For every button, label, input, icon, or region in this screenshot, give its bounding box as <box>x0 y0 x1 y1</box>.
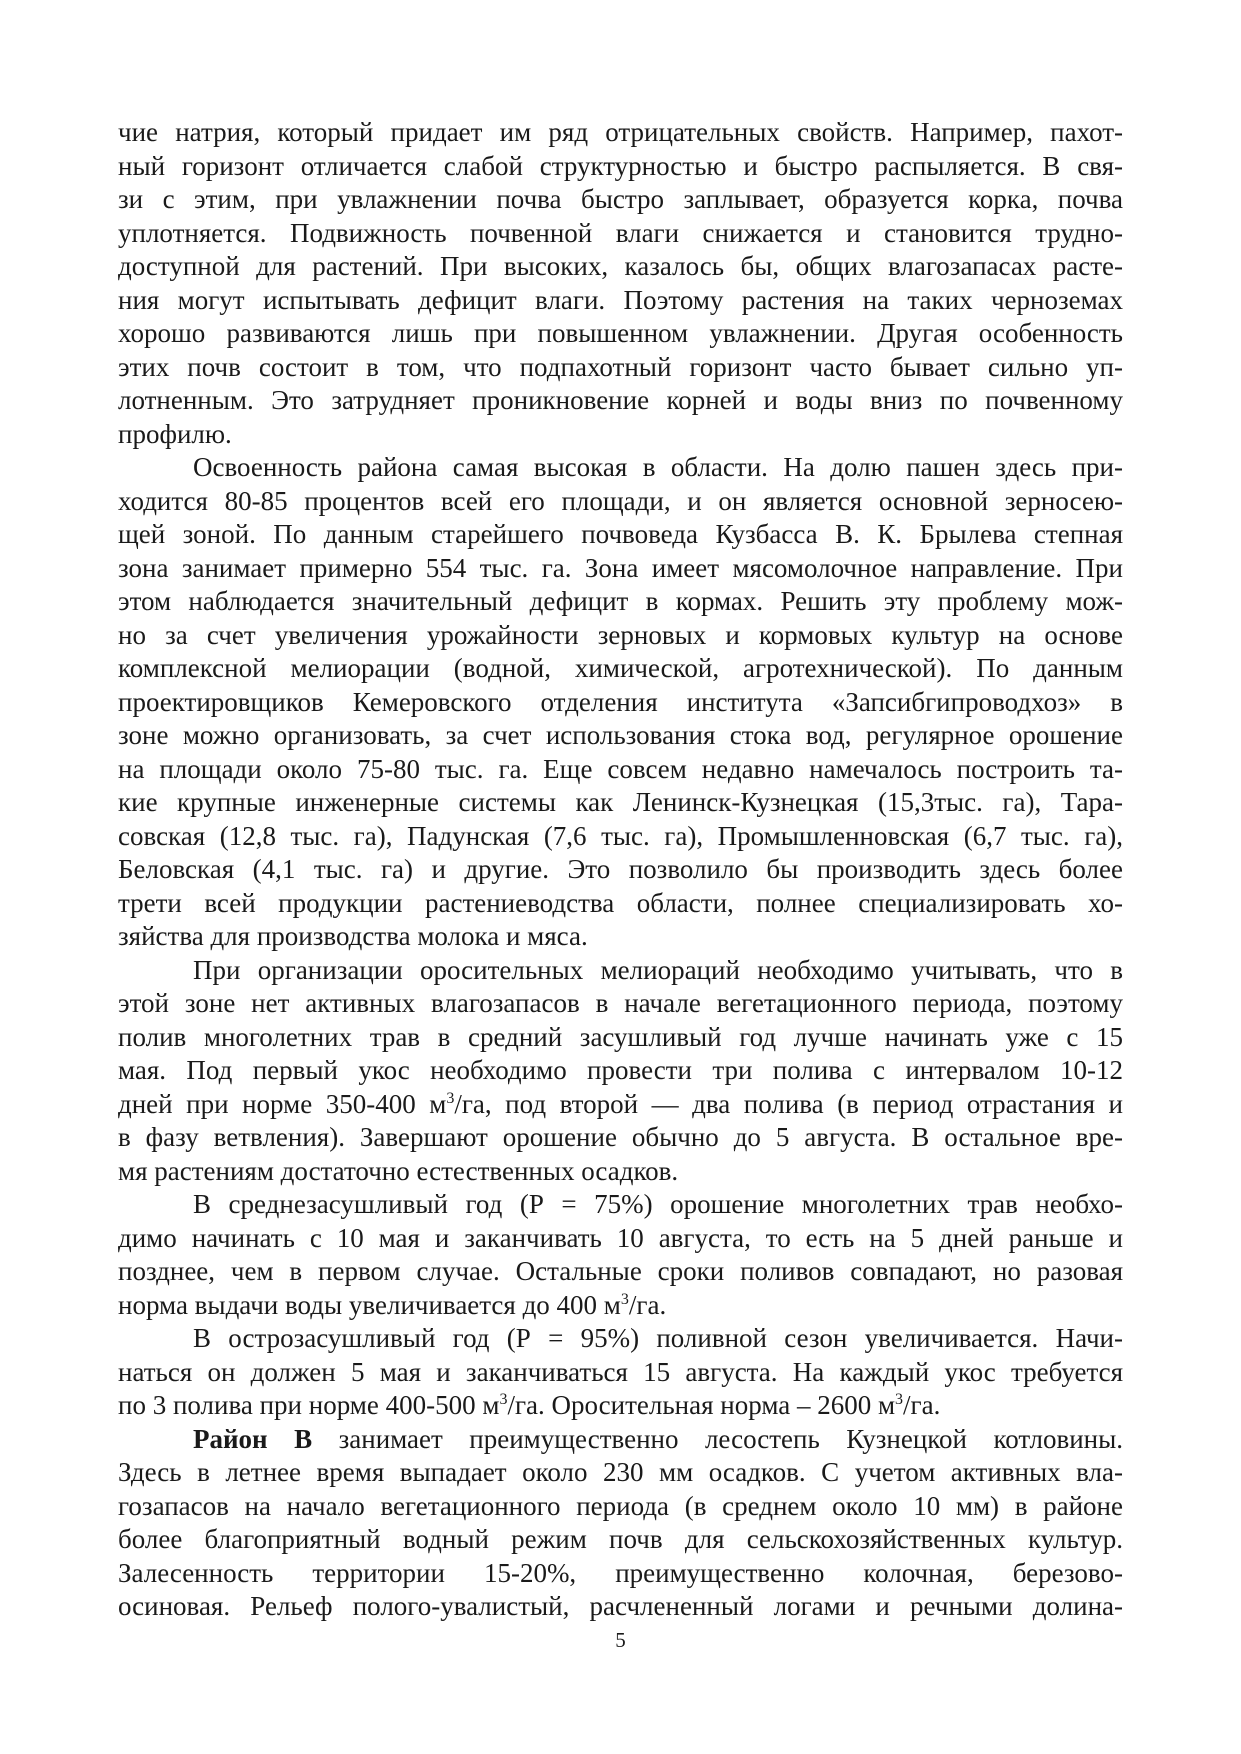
text-line: уплотняется. Подвижность почвенной влаги снижается и становится трудно- <box>118 217 1123 248</box>
paragraph-2 <box>118 451 1123 954</box>
text-line: зона занимает примерно 554 тыс. га. Зона имеет мясомолочное направление. При <box>118 552 1123 583</box>
text-line: гозапасов на начало вегетационного периода (в среднем около 10 мм) в районе <box>118 1490 1123 1521</box>
text-line: В среднезасушливый год (Р = 75%) орошение многолетних трав необхо- <box>193 1189 1123 1219</box>
text-segment: дней при норме 350-400 м <box>118 1088 447 1119</box>
text-line: чие натрия, который придает им ряд отрицательных свойств. Например, пахот- <box>118 117 1123 147</box>
text-segment: /га. Оросительная норма – 2600 м <box>507 1390 896 1420</box>
text-line: хорошо развиваются лишь при повышенном увлажнении. Другая особенность <box>118 318 1123 348</box>
text-segment: /га, под второй — два полива (в период отрастания и <box>454 1088 1123 1119</box>
text-line: Освоенность района самая высокая в области. На долю пашен здесь при- <box>193 452 1123 482</box>
text-line: Беловская (4,1 тыс. га) и другие. Это позволило бы производить здесь более <box>118 854 1123 884</box>
text-line: полив многолетних трав в средний засушливый год лучше начинать уже с 15 <box>118 1021 1123 1052</box>
text-segment: занимает преимущественно лесостепь Кузнецкой котловины. <box>312 1423 1123 1454</box>
text-line: ходится 80-85 процентов всей его площади, и он является основной зерносею- <box>118 485 1123 516</box>
text-line-with-bold-lead <box>118 1423 1123 1457</box>
text-line: на площади около 75-80 тыс. га. Еще совсем недавно намечалось построить та- <box>118 753 1123 784</box>
text-segment: /га. <box>628 1289 667 1320</box>
text-line: кие крупные инженерные системы как Ленинск-Кузнецкая (15,3тыс. га), Тара- <box>118 787 1123 817</box>
text-line: трети всей продукции растениеводства области, полнее специализировать хо- <box>118 887 1123 918</box>
text-segment: норма выдачи воды увеличивается до 400 м <box>118 1289 621 1320</box>
paragraph-5 <box>118 1322 1123 1423</box>
text-line: совская (12,8 тыс. га), Падунская (7,6 тыс. га), Промышленновская (6,7 тыс. га), <box>118 820 1123 851</box>
text-line: позднее, чем в первом случае. Остальные сроки поливов совпадают, но разовая <box>118 1256 1123 1286</box>
text-line: проектировщиков Кемеровского отделения института «Запсибгипроводхоз» в <box>118 686 1123 717</box>
section-heading-inline: Район В <box>193 1423 313 1454</box>
text-line: В острозасушливый год (Р = 95%) поливной сезон увеличивается. Начи- <box>193 1323 1123 1353</box>
superscript: 3 <box>895 1391 904 1408</box>
text-line: ный горизонт отличается слабой структурностью и быстро распыляется. В свя- <box>118 150 1123 181</box>
text-line: наться он должен 5 мая и заканчиваться 15 августа. На каждый укос требуется <box>118 1356 1123 1387</box>
text-line: этой зоне нет активных влагозапасов в начале вегетационного периода, поэтому <box>118 988 1123 1018</box>
text-line: в фазу ветвления). Завершают орошение обычно до 5 августа. В остальное вре- <box>118 1122 1123 1152</box>
superscript: 3 <box>446 1089 455 1107</box>
paragraph-1 <box>118 116 1123 451</box>
text-line: щей зоной. По данным старейшего почвоведа Кузбасса В. К. Брылева степная <box>118 519 1123 549</box>
text-line: При организации оросительных мелиораций необходимо учитывать, что в <box>193 954 1123 985</box>
text-line: этих почв состоит в том, что подпахотный горизонт часто бывает сильно уп- <box>118 351 1123 382</box>
text-line-with-superscript <box>118 1289 1123 1323</box>
text-line: но за счет увеличения урожайности зерновых и кормовых культур на основе <box>118 619 1123 650</box>
text-line: Здесь в летнее время выпадает около 230 мм осадков. С учетом активных вла- <box>118 1457 1123 1487</box>
text-line: Залесенность территории 15-20%, преимущественно колочная, березово- <box>118 1557 1123 1588</box>
text-line: димо начинать с 10 мая и заканчивать 10 августа, то есть на 5 дней раньше и <box>118 1222 1123 1253</box>
text-line: доступной для растений. При высоких, казалось бы, общих влагозапасах расте- <box>118 251 1123 281</box>
text-line: мя растениям достаточно естественных осадков. <box>118 1155 679 1186</box>
text-line: ния могут испытывать дефицит влаги. Поэтому растения на таких черноземах <box>118 284 1123 315</box>
paragraph-4 <box>118 1188 1123 1322</box>
text-segment: /га. <box>903 1390 941 1420</box>
text-line: зяйства для производства молока и мяса. <box>118 921 588 951</box>
text-line: мая. Под первый укос необходимо провести три полива с интервалом 10-12 <box>118 1055 1123 1085</box>
text-line: более благоприятный водный режим почв для сельскохозяйственных культур. <box>118 1524 1123 1554</box>
page-number: 5 <box>615 1628 626 1652</box>
superscript: 3 <box>499 1391 508 1408</box>
text-line: зи с этим, при увлажнении почва быстро заплывает, образуется корка, почва <box>118 184 1123 214</box>
text-line: этом наблюдается значительный дефицит в кормах. Решить эту проблему мож- <box>118 586 1123 616</box>
superscript: 3 <box>620 1290 629 1308</box>
document-page <box>118 116 1123 1636</box>
paragraph-6 <box>118 1423 1123 1624</box>
text-line: комплексной мелиорации (водной, химической, агротехнической). По данным <box>118 653 1123 683</box>
text-line: осиновая. Рельеф полого-увалистый, расчлененный логами и речными долина- <box>118 1591 1123 1621</box>
text-line: зоне можно организовать, за счет использования стока вод, регулярное орошение <box>118 720 1123 750</box>
text-segment: по 3 полива при норме 400-500 м <box>118 1390 500 1420</box>
text-line: профилю. <box>118 418 232 449</box>
text-line-with-superscript <box>118 1088 1123 1122</box>
text-line-with-superscript <box>118 1389 1123 1423</box>
paragraph-3 <box>118 954 1123 1189</box>
text-line: лотненным. Это затрудняет проникновение корней и воды вниз по почвенному <box>118 385 1123 415</box>
